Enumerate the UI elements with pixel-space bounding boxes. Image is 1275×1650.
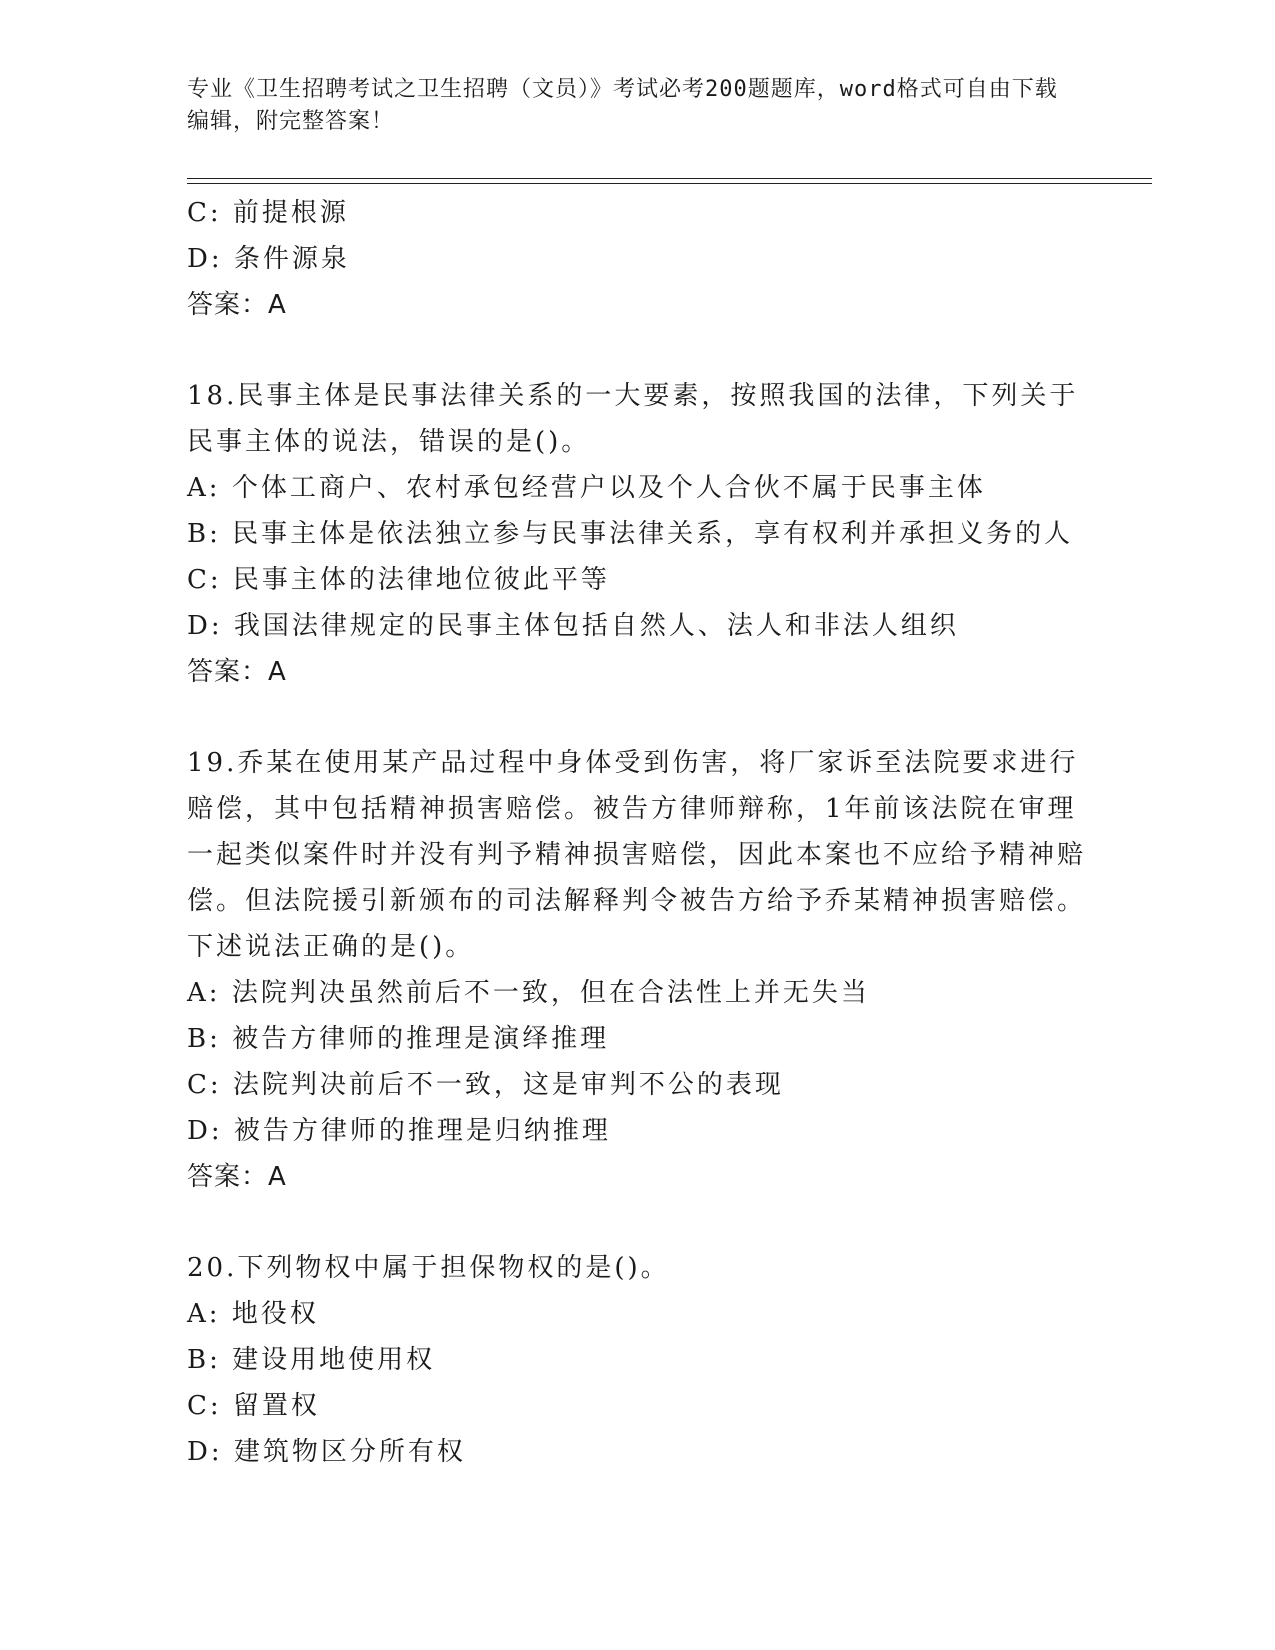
option-label: C: <box>187 1070 222 1100</box>
answer-line: 答案：A <box>187 1162 287 1192</box>
option-label: A: <box>187 1299 221 1329</box>
option-c <box>187 1062 1087 1108</box>
option-text: 民事主体的法律地位彼此平等 <box>232 565 610 595</box>
spacer <box>187 1200 1087 1245</box>
option-text: 前提根源 <box>232 198 349 228</box>
option-label: D: <box>187 611 223 641</box>
option-text: 留置权 <box>232 1391 320 1421</box>
option-text: 被告方律师的推理是归纳推理 <box>233 1116 611 1146</box>
option-b <box>187 511 1087 557</box>
option-text: 我国法律规定的民事主体包括自然人、法人和非法人组织 <box>233 611 959 641</box>
question-stem: 19.乔某在使用某产品过程中身体受到伤害，将厂家诉至法院要求进行赔偿，其中包括精神损害赔偿。被告方律师辩称，1年前该法院在审理一起类似案件时并没有判予精神损害赔偿，因此本案也不应给予精神赔偿。但法院援引新颁布的司法解释判令被告方给予乔某精神损害赔偿。下述说法正确的是()。 <box>187 748 1087 962</box>
option-d <box>187 1108 1087 1154</box>
question-18 <box>187 373 1087 695</box>
option-d <box>187 236 1087 282</box>
option-text: 地役权 <box>231 1299 319 1329</box>
option-label: D: <box>187 1437 223 1467</box>
question-stem: 18.民事主体是民事法律关系的一大要素，按照我国的法律，下列关于民事主体的说法，错误的是()。 <box>187 381 1079 457</box>
document-header: 专业《卫生招聘考试之卫生招聘（文员）》考试必考200题题库，word格式可自由下载编辑，附完整答案！ <box>187 77 1058 134</box>
option-text: 个体工商户、农村承包经营户以及个人合伙不属于民事主体 <box>231 473 986 503</box>
option-d <box>187 1429 1087 1475</box>
option-text: 被告方律师的推理是演绎推理 <box>232 1024 610 1054</box>
spacer <box>187 695 1087 740</box>
option-label: C: <box>187 198 222 228</box>
option-label: A: <box>187 978 221 1008</box>
option-label: D: <box>187 244 223 274</box>
option-b <box>187 1016 1087 1062</box>
option-text: 建设用地使用权 <box>232 1345 436 1375</box>
option-label: B: <box>187 1024 221 1054</box>
option-c <box>187 190 1087 236</box>
option-a <box>187 970 1087 1016</box>
answer-line: 答案：A <box>187 657 287 687</box>
option-label: C: <box>187 1391 222 1421</box>
option-b <box>187 1337 1087 1383</box>
question-list <box>187 190 1087 1475</box>
option-text: 条件源泉 <box>233 244 350 274</box>
option-text: 法院判决虽然前后不一致，但在合法性上并无失当 <box>231 978 870 1008</box>
spacer <box>187 328 1087 373</box>
option-label: B: <box>187 1345 221 1375</box>
question-17-tail <box>187 190 1087 328</box>
answer-line: 答案：A <box>187 290 287 320</box>
question-stem: 20.下列物权中属于担保物权的是()。 <box>187 1253 670 1283</box>
option-c <box>187 557 1087 603</box>
header-divider-bottom <box>187 183 1152 184</box>
option-text: 法院判决前后不一致，这是审判不公的表现 <box>232 1070 784 1100</box>
option-a <box>187 1291 1087 1337</box>
option-label: B: <box>187 519 221 549</box>
option-d <box>187 603 1087 649</box>
question-19 <box>187 740 1087 1200</box>
option-a <box>187 465 1087 511</box>
option-text: 民事主体是依法独立参与民事法律关系，享有权利并承担义务的人 <box>232 519 1074 549</box>
option-text: 建筑物区分所有权 <box>233 1437 466 1467</box>
option-c <box>187 1383 1087 1429</box>
option-label: A: <box>187 473 221 503</box>
option-label: D: <box>187 1116 223 1146</box>
option-label: C: <box>187 565 222 595</box>
question-20 <box>187 1245 1087 1475</box>
header-divider-top <box>187 178 1152 179</box>
